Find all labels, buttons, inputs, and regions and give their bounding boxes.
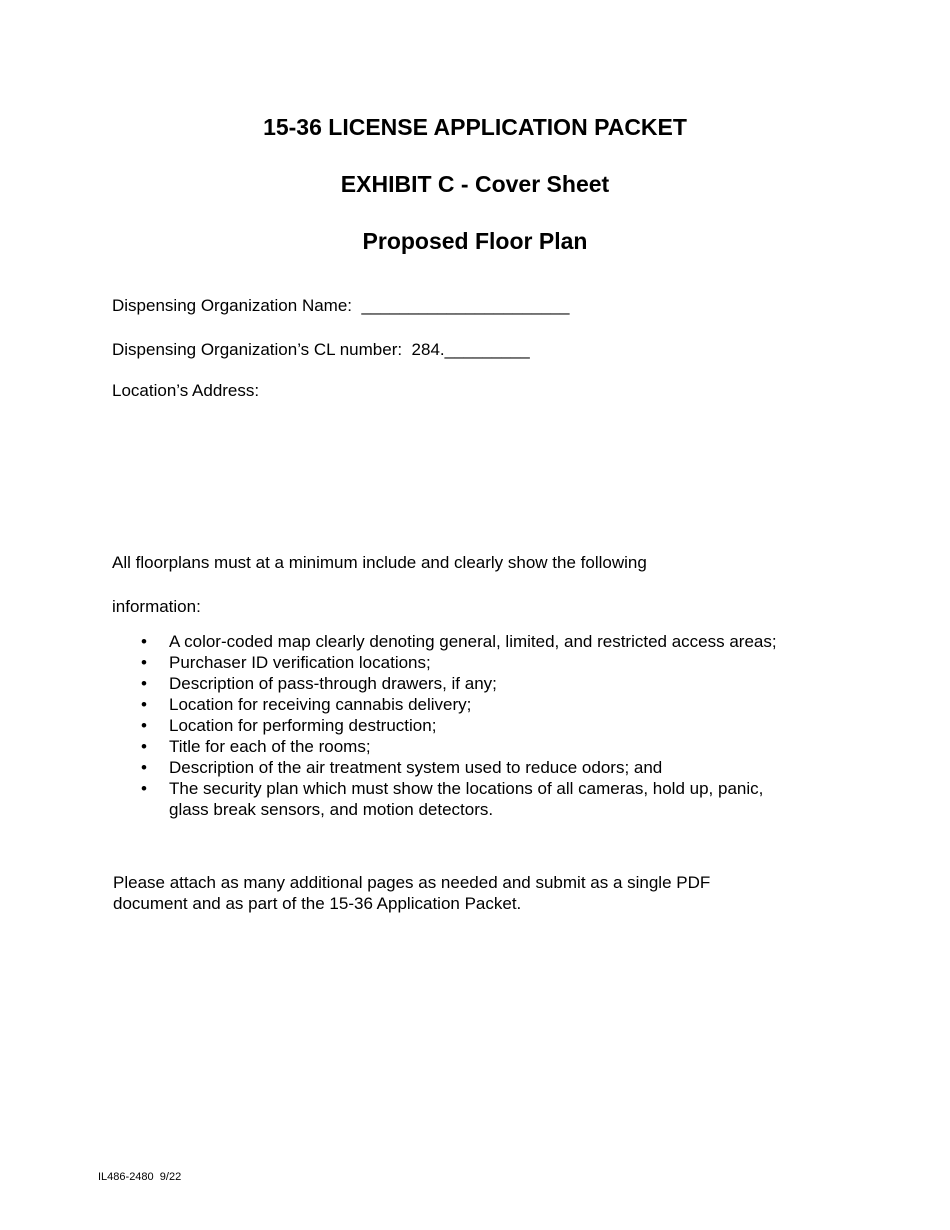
bullet-icon: • <box>141 695 147 714</box>
exhibit-subtitle: EXHIBIT C - Cover Sheet <box>340 171 610 197</box>
list-item-text: Purchaser ID verification locations; <box>169 653 431 672</box>
bullet-icon: • <box>141 779 147 798</box>
list-item-text: Location for receiving cannabis delivery; <box>169 695 472 714</box>
list-item <box>112 694 852 715</box>
list-item-text: Description of the air treatment system used to reduce odors; and <box>169 758 663 777</box>
list-item <box>112 736 852 757</box>
requirements-intro-continued: information: <box>112 597 201 616</box>
requirements-list <box>112 631 852 820</box>
list-item <box>112 757 852 778</box>
address-field: Location’s Address: <box>112 381 260 400</box>
list-item <box>112 631 852 652</box>
section-title: Proposed Floor Plan <box>362 228 588 254</box>
list-item <box>112 715 852 736</box>
list-item <box>112 673 852 694</box>
list-item <box>112 652 852 673</box>
bullet-icon: • <box>141 632 147 651</box>
bullet-icon: • <box>141 737 147 756</box>
cl-number-field: Dispensing Organization’s CL number: 284._________ <box>112 340 530 359</box>
closing-instructions <box>113 872 833 914</box>
list-item-text: Title for each of the rooms; <box>169 737 371 756</box>
requirements-intro: All floorplans must at a minimum include and clearly show the following <box>112 553 647 572</box>
bullet-icon: • <box>141 674 147 693</box>
form-code: IL486-2480 9/22 <box>98 1171 182 1183</box>
org-name-field: Dispensing Organization Name: ______________________ <box>112 296 570 315</box>
list-item <box>112 778 852 820</box>
bullet-icon: • <box>141 653 147 672</box>
bullet-icon: • <box>141 758 147 777</box>
document-title: 15-36 LICENSE APPLICATION PACKET <box>263 114 687 140</box>
list-item-text-continued: glass break sensors, and motion detectors. <box>169 800 494 819</box>
list-item-text: Location for performing destruction; <box>169 716 437 735</box>
closing-line: document and as part of the 15-36 Application Packet. <box>113 894 522 913</box>
list-item-text: The security plan which must show the locations of all cameras, hold up, panic, <box>169 779 764 798</box>
list-item-text: A color-coded map clearly denoting general, limited, and restricted access areas; <box>169 632 777 651</box>
bullet-icon: • <box>141 716 147 735</box>
closing-line: Please attach as many additional pages as needed and submit as a single PDF <box>113 873 711 892</box>
list-item-text: Description of pass-through drawers, if any; <box>169 674 497 693</box>
